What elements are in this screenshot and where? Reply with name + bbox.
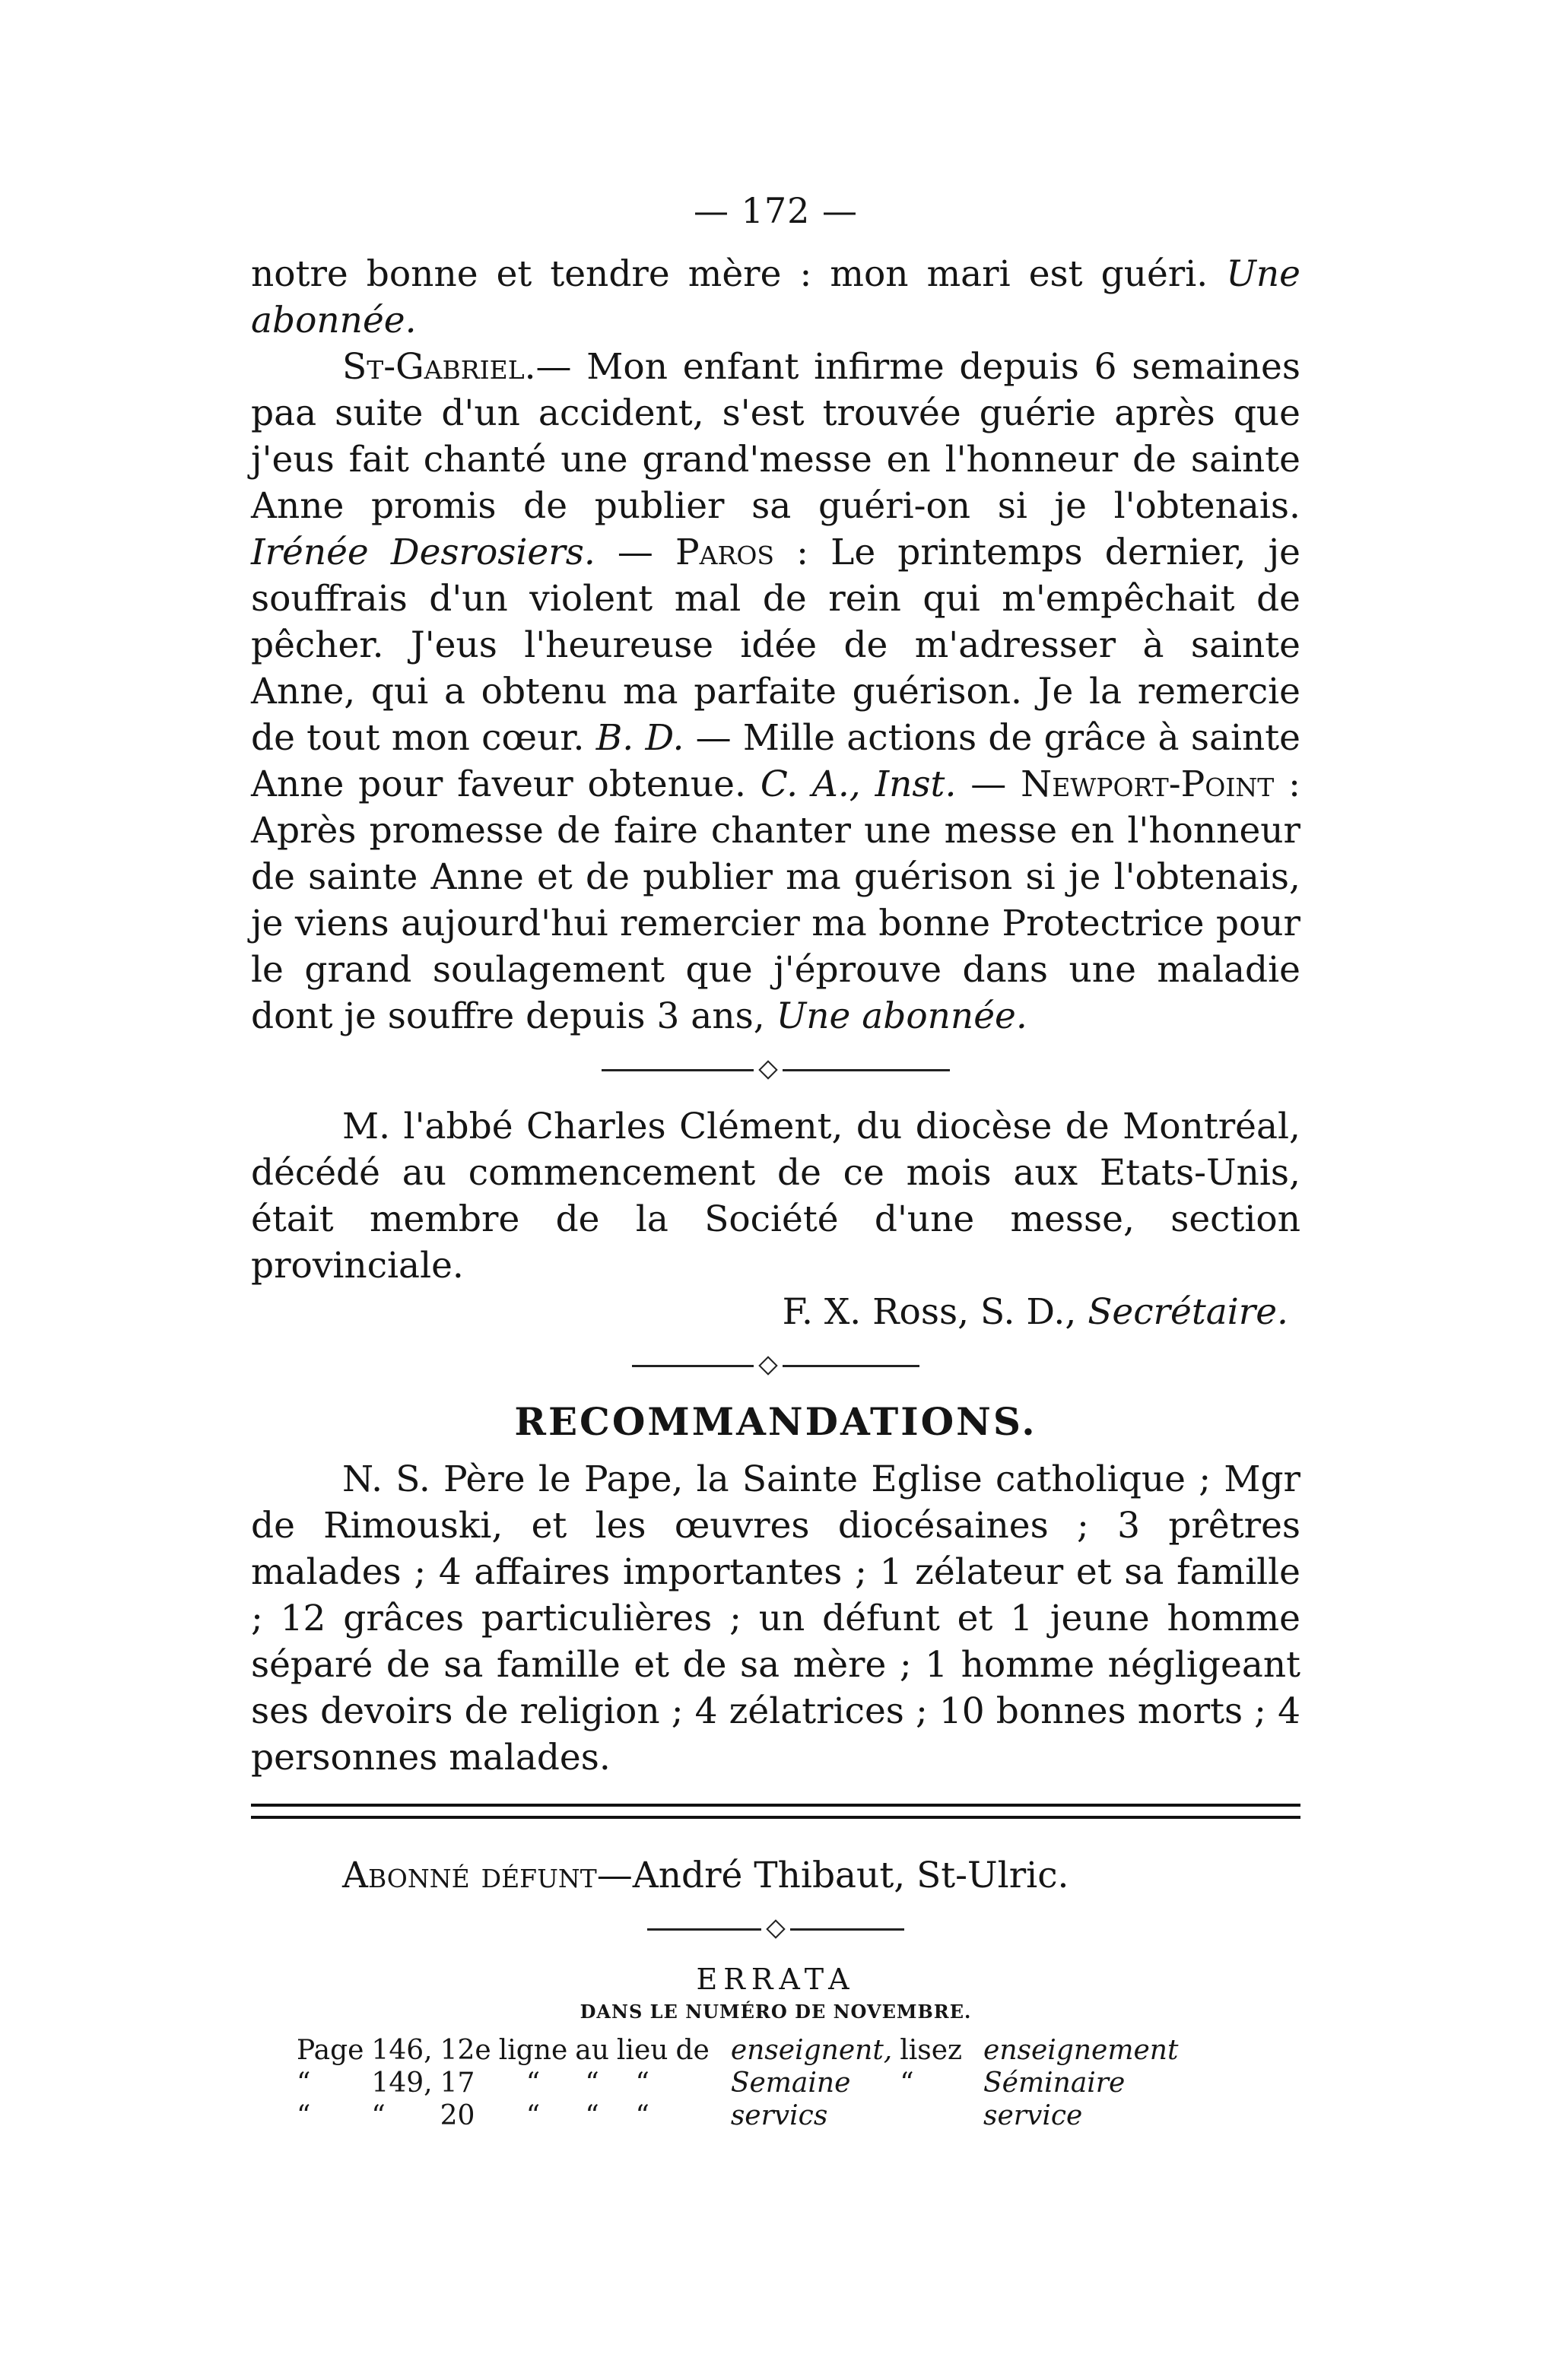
errata-cell xyxy=(675,2067,716,2100)
errata-cell: enseignent, xyxy=(730,2035,893,2066)
errata-cell: 17 xyxy=(440,2067,475,2099)
recommandations-text: N. S. Père le Pape, la Sainte Eglise catholique ; Mgr de Rimouski, et les œuvres diocésaines ; 3 prêtres malades ; 4 affaires importantes ; 1 zélateur et sa famille ; 12 grâces particulières ; un défunt et 1 jeune homme séparé de sa famille et de sa mère ; 1 homme négligeant ses devoirs de religion ; 4 zélatrices ; 10 bonnes morts ; 4 personnes malades. xyxy=(251,1458,1300,1779)
obituary-notice xyxy=(251,1103,1300,1289)
errata-cell: “ xyxy=(635,2100,649,2131)
errata-cell: Semaine xyxy=(730,2067,851,2099)
errata-cell: “ xyxy=(297,2100,311,2131)
notice-signature-title: Secrétaire. xyxy=(1088,1291,1288,1333)
errata-cell: lieu xyxy=(616,2035,668,2066)
ornamental-divider-3 xyxy=(251,1921,1300,1937)
errata-cell: service xyxy=(983,2100,1083,2131)
errata-row xyxy=(297,2035,1186,2067)
paragraph-thanks-1-text: notre bonne et tendre mère : mon mari est guéri. xyxy=(251,253,1208,295)
ornamental-divider-1 xyxy=(251,1062,1300,1077)
errata-cell: “ xyxy=(635,2067,649,2099)
testimony-4-signature: Une abonnée. xyxy=(776,995,1027,1037)
document-page xyxy=(251,190,1300,2133)
errata-cell: Page xyxy=(297,2035,364,2066)
page-number: — 172 — xyxy=(693,190,859,231)
errata-cell: “ xyxy=(526,2067,541,2099)
errata-cell: “ xyxy=(585,2100,599,2131)
errata-table xyxy=(297,2035,1186,2133)
errata-cell: lisez xyxy=(900,2035,963,2066)
testimony-4-text: Après promesse de faire chanter une messe en l'honneur de sainte Anne et de publier ma guérison si je l'obtenais, je viens aujourd'hui remercier ma bonne Protectrice pour le grand soulagement que j'éprouve dans une maladie dont je souffre depuis 3 ans, xyxy=(251,810,1300,1037)
errata-cell: 12e xyxy=(440,2035,491,2066)
errata-cell: “ xyxy=(526,2100,541,2131)
errata-cell: enseignement xyxy=(983,2035,1179,2066)
place-st-gabriel: St-Gabriel. xyxy=(342,346,536,388)
errata-cell: 149, xyxy=(371,2067,433,2099)
paragraph-thanks-2 xyxy=(251,344,1300,1039)
paragraph-thanks-1 xyxy=(251,251,1300,344)
deceased-subscriber-name: —André Thibaut, St-Ulric. xyxy=(596,1855,1069,1896)
place-paros: — Paros : xyxy=(617,532,808,573)
testimony-3-signature: C. A., Inst. xyxy=(760,763,957,805)
testimony-2-signature: B. D. xyxy=(595,717,684,759)
recommandations-heading: RECOMMANDATIONS. xyxy=(514,1399,1037,1444)
testimony-2-text: Le printemps dernier, je souffrais d'un violent mal de rein qui m'empêchait de pêcher. J'eus l'heureuse idée de m'adresser à sainte Anne, qui a obtenu ma parfaite guérison. Je la remercie de tout mon cœur. xyxy=(251,532,1300,759)
errata-title: ERRATA xyxy=(696,1963,856,1996)
errata-cell: 146, xyxy=(371,2035,433,2066)
errata-row xyxy=(297,2067,1186,2100)
errata-cell: 20 xyxy=(440,2100,475,2131)
errata-cell: ligne xyxy=(498,2035,568,2066)
errata-cell: “ xyxy=(900,2067,914,2099)
errata-cell: de xyxy=(675,2035,710,2066)
deceased-subscriber xyxy=(342,1852,1300,1899)
notice-signature-name: F. X. Ross, S. D., xyxy=(782,1291,1077,1333)
testimony-1-signature: Irénée Desrosiers. xyxy=(251,532,595,573)
notice-signature xyxy=(251,1289,1300,1335)
testimony-1-text: — Mon enfant infirme depuis 6 semaines paa suite d'un accident, s'est trouvée guérie après que j'eus fait chanté une grand'messe en l'honneur de sainte Anne promis de publier sa guéri-on si je l'obtenais. xyxy=(251,346,1300,527)
errata-cell xyxy=(900,2100,970,2133)
errata-subtitle: DANS LE NUMÉRO DE NOVEMBRE. xyxy=(580,2001,972,2023)
errata-cell: “ xyxy=(585,2067,599,2099)
place-newport-point: — Newport-Point : xyxy=(970,763,1300,805)
errata-row xyxy=(297,2100,1186,2133)
errata-cell: servics xyxy=(730,2100,828,2131)
errata-cell: “ xyxy=(297,2067,311,2099)
errata-cell: Séminaire xyxy=(983,2067,1126,2099)
obituary-notice-text: M. l'abbé Charles Clément, du diocèse de Montréal, décédé au commencement de ce mois aux Etats-Unis, était membre de la Société d'une messe, section provinciale. xyxy=(251,1106,1300,1287)
double-rule xyxy=(251,1804,1300,1819)
testimony-3-text: — Mille actions de grâce à sainte Anne pour faveur obtenue. xyxy=(251,717,1300,805)
errata-cell xyxy=(675,2100,716,2133)
deceased-subscriber-label: Abonné défunt xyxy=(342,1855,597,1896)
errata-cell: au xyxy=(575,2035,609,2066)
ornamental-divider-2 xyxy=(251,1358,1300,1373)
errata-cell: “ xyxy=(371,2100,386,2131)
paragraph-thanks-1-signature: Une abonnée. xyxy=(251,253,1300,341)
